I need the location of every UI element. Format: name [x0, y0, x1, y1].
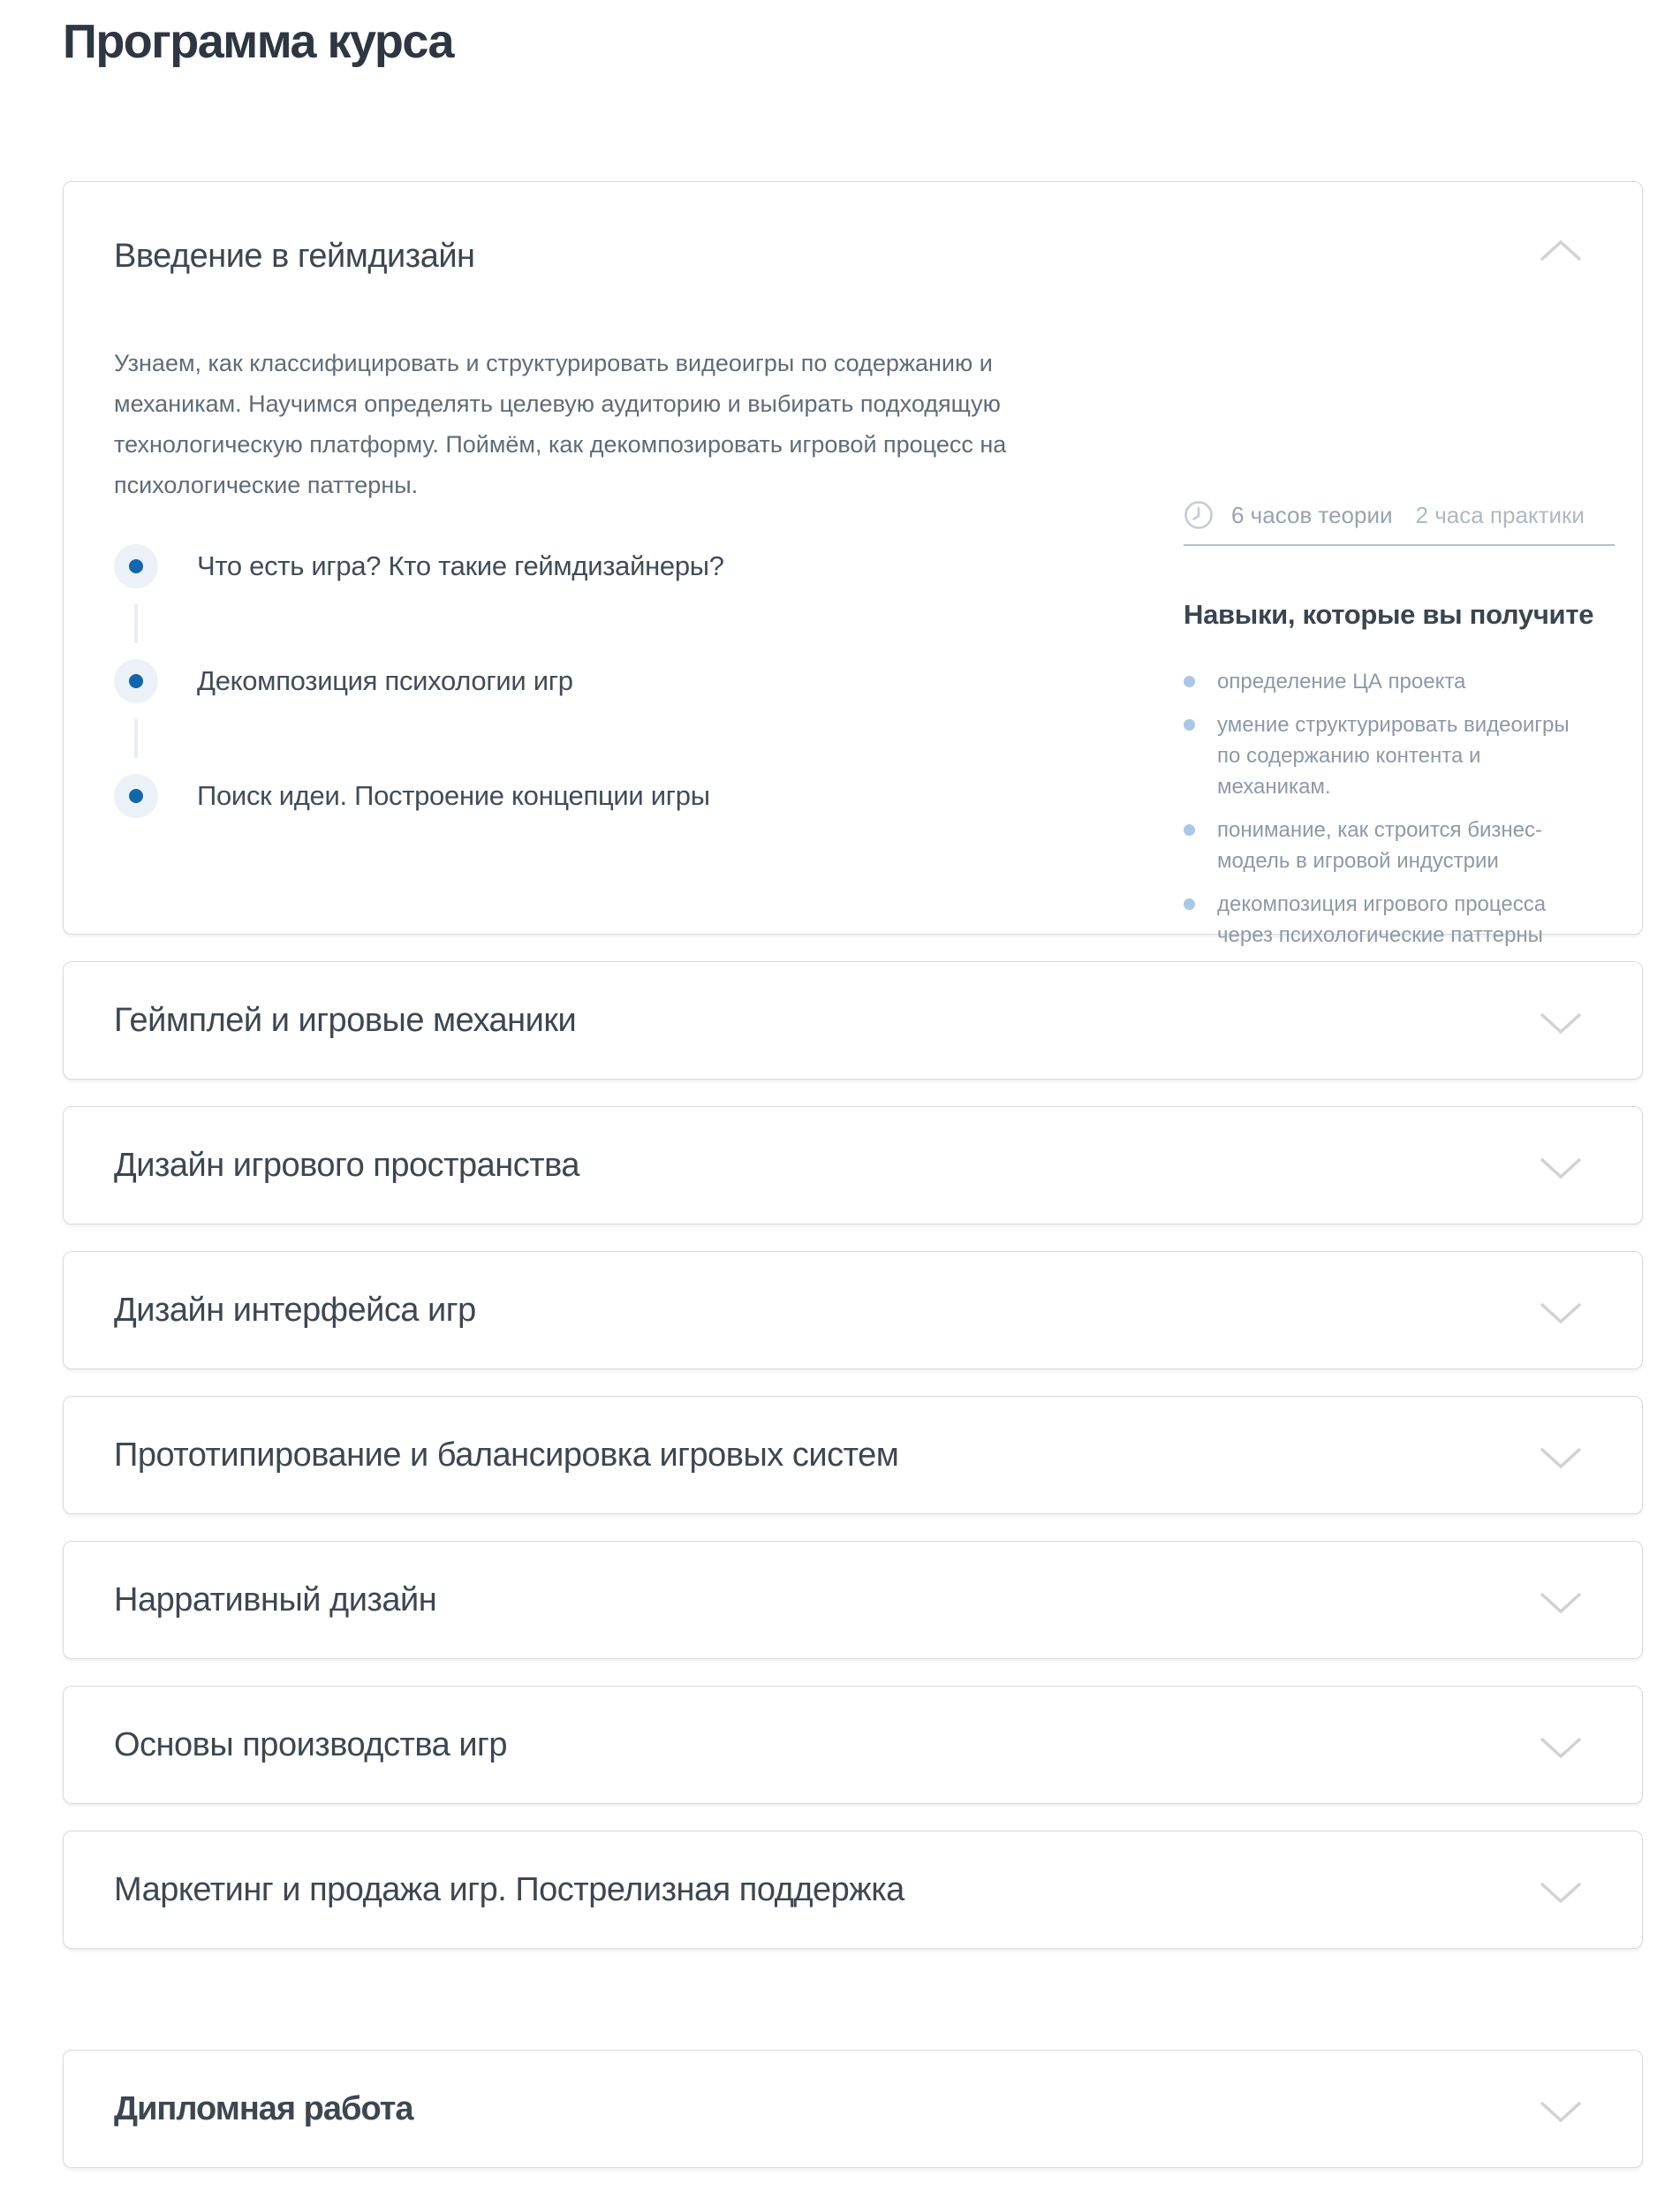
chevron-down-icon [1536, 1150, 1585, 1186]
chevron-up-icon [1536, 233, 1585, 269]
expand-button[interactable] [1536, 1150, 1585, 1186]
module-title: Дизайн интерфейса игр [114, 1292, 476, 1329]
module-title: Геймплей и игровые механики [114, 1002, 577, 1039]
topic-label: Поиск идеи. Построение концепции игры [197, 780, 710, 811]
modules-accordion [63, 181, 1643, 2168]
hours-meta [1184, 500, 1616, 530]
topic-label: Что есть игра? Кто такие геймдизайнеры? [197, 550, 724, 581]
module-card-collapsed[interactable] [63, 1106, 1643, 1224]
module-title: Основы производства игр [114, 1726, 508, 1763]
skills-list [1184, 666, 1616, 951]
module-card-expanded [63, 181, 1643, 947]
expand-button[interactable] [1536, 1295, 1585, 1331]
module-title: Маркетинг и продажа игр. Пострелизная поддержка [114, 1871, 904, 1908]
expand-button[interactable] [1536, 1440, 1585, 1475]
module-title: Дипломная работа [114, 2090, 413, 2127]
module-description: Узнаем, как классифицировать и структурировать видеоигры по содержанию и механикам. Научимся определять целевую аудиторию и выбирать подходящую технологическую платформу. Поймём, как декомпозировать игровой процесс на психологические паттерны. [114, 350, 1007, 498]
module-card-collapsed[interactable] [63, 1686, 1643, 1804]
expand-button[interactable] [1536, 1005, 1585, 1041]
module-card-collapsed[interactable] [63, 1541, 1643, 1659]
module-card-collapsed[interactable] [63, 961, 1643, 1080]
chevron-down-icon [1536, 1875, 1585, 1910]
meta-divider [1184, 544, 1615, 546]
expand-button[interactable] [1536, 1730, 1585, 1765]
topic-marker-icon [114, 659, 158, 703]
collapse-button[interactable] [1536, 233, 1585, 269]
theory-hours: 6 часов теории [1231, 501, 1393, 528]
skill-item: понимание, как строится бизнес-модель в игровой индустрии [1184, 815, 1590, 876]
topic-connector-line [134, 719, 138, 758]
chevron-down-icon [1536, 1730, 1585, 1765]
topic-marker-icon [114, 774, 158, 818]
page-title: Программа курса [63, 15, 454, 68]
module-title: Введение в геймдизайн [114, 238, 475, 275]
module-card-collapsed[interactable] [63, 1831, 1643, 1949]
chevron-down-icon [1536, 1440, 1585, 1475]
module-title: Нарративный дизайн [114, 1581, 437, 1619]
chevron-down-icon [1536, 1585, 1585, 1620]
clock-icon [1184, 500, 1214, 530]
module-body [114, 343, 1594, 947]
skills-title: Навыки, которые вы получите [1184, 599, 1594, 630]
module-title: Прототипирование и балансировка игровых систем [114, 1437, 899, 1474]
chevron-down-icon [1536, 2094, 1585, 2129]
collapsed-modules [63, 961, 1643, 1949]
module-card-collapsed[interactable] [63, 1251, 1643, 1369]
module-card-collapsed[interactable] [63, 1396, 1643, 1514]
skill-item: умение структурировать видеоигры по содержанию контента и механикам. [1184, 709, 1590, 802]
topic-marker-icon [114, 544, 158, 588]
chevron-down-icon [1536, 1005, 1585, 1041]
topic-label: Декомпозиция психологии игр [197, 665, 573, 696]
topic-connector-line [134, 604, 138, 643]
expand-button[interactable] [1536, 1585, 1585, 1620]
skill-item: декомпозиция игрового процесса через психологические паттерны [1184, 889, 1590, 951]
module-sidebar [1184, 500, 1616, 963]
expand-button[interactable] [1536, 2094, 1585, 2129]
practice-hours: 2 часа практики [1415, 501, 1585, 528]
skill-item: определение ЦА проекта [1184, 666, 1590, 697]
module-card-final[interactable] [63, 2050, 1643, 2168]
expand-button[interactable] [1536, 1875, 1585, 1910]
module-title: Дизайн игрового пространства [114, 1147, 580, 1184]
chevron-down-icon [1536, 1295, 1585, 1331]
